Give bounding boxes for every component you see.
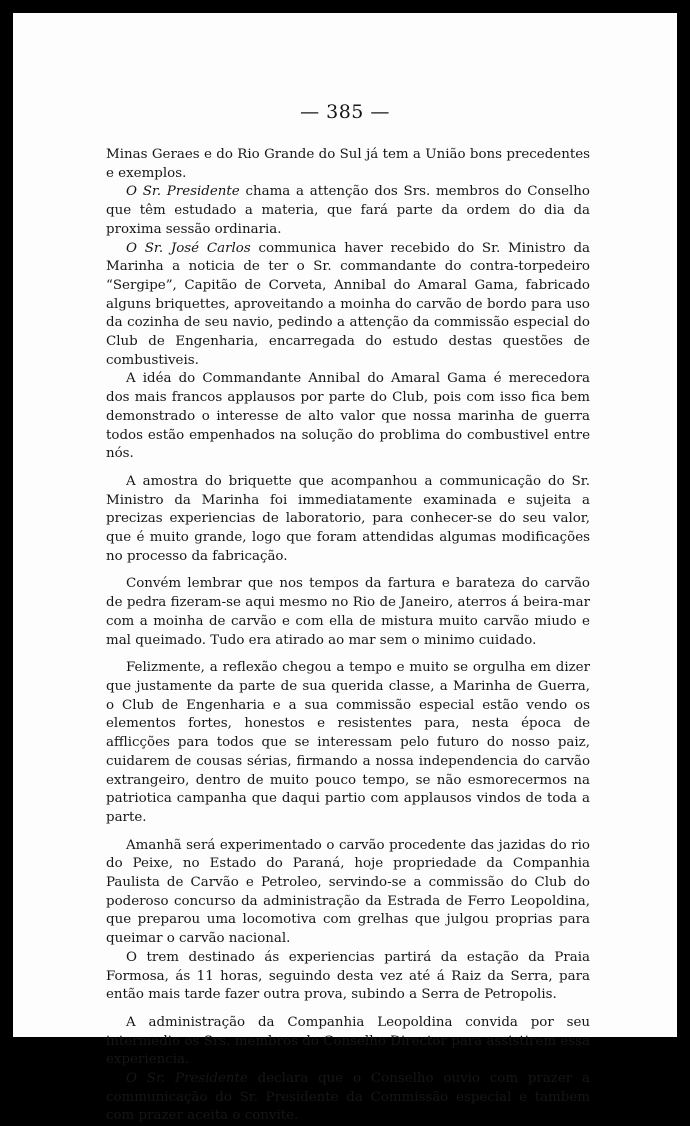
paragraph-11: O Sr. Presidente declara que o Conselho ouvio com prazer a communicação do Sr. Presidente da Commissão especial e tambem com prazer aceita o convite. [106,1071,590,1124]
paragraph-1: Minas Geraes e do Rio Grande do Sul já tem a União bons precedentes e exemplos. [106,147,590,181]
paragraph-6: Convém lembrar que nos tempos da fartura e barateza do carvão de pedra fizeram-se aqui mesmo no Rio de Janeiro, aterros á beira-mar com a moinha de carvão e com ella de mistura muito carvão miudo e mal queimado. Tudo era atirado ao mar sem o minimo cuidado. [106,576,590,648]
paragraph-7: Felizmente, a reflexão chegou a tempo e muito se orgulha em dizer que justamente da parte de sua querida classe, a Marinha de Guerra, o Club de Engenharia e a sua commissão especial estão vendo os elementos fortes, honestos e resistentes para, nesta época de afflicções para todos que se interessam pelo futuro do nosso paiz, cuidarem de cousas sérias, firmando a nossa independencia do carvão extrangeiro, dentro de muito pouco tempo, se não esmorecermos na patriotica campanha que daqui partio com applausos vindos de toda a parte. [106,660,590,825]
document-page [13,13,677,1124]
paragraph-8: Amanhã será experimentado o carvão procedente das jazidas do rio do Peixe, no Estado do Paraná, hoje propriedade da Companhia Paulista de Carvão e Petroleo, servindo-se a commissão do Club do poderoso concurso da administração da Estrada de Ferro Leopoldina, que preparou uma locomotiva com grelhas que julgou proprias para queimar o carvão nacional. [106,837,590,947]
paragraph-5: A amostra do briquette que acompanhou a communicação do Sr. Ministro da Marinha foi immediatamente examinada e sujeita a precizas experiencias de laboratorio, para conhecer-se do seu valor, que é muito grande, logo que foram attendidas algumas modificações no processo da fabricação. [106,473,590,564]
paragraph-9: O trem destinado ás experiencias partirá da estação da Praia Formosa, ás 11 horas, seguindo desta vez até á Raiz da Serra, para então mais tarde fazer outra prova, subindo a Serra de Petropolis. [106,949,590,1003]
paragraph-10: A administração da Companhia Leopoldina convida por seu intermedio os Srs. membros do Conselho Director para assistirem essa experiencia. [106,1014,590,1068]
page-number: — 385 — [300,101,390,123]
speaker-name: O Sr. Presidente [126,1071,248,1087]
paragraph-2: O Sr. Presidente chama a attenção dos Srs. membros do Conselho que têm estudado a materia, que fará parte da ordem do dia da proxima sessão ordinaria. [106,184,590,237]
paragraph-3: O Sr. José Carlos communica haver recebido do Sr. Ministro da Marinha a noticia de ter o Sr. commandante do contra-torpedeiro “Sergipe”, Capitão de Corveta, Annibal do Amaral Gama, fabricado alguns briquettes, aproveitando a moinha do carvão de bordo para uso da cozinha de seu navio, pedindo a attenção da commissão especial do Club de Engenharia, encarregada do estudo destas questões de combustiveis. [106,240,590,368]
speaker-name: O Sr. José Carlos [126,240,251,256]
speaker-name: O Sr. Presidente [126,184,240,200]
body-text [106,146,590,1126]
paragraph-4: A idéa do Commandante Annibal do Amaral Gama é merecedora dos mais francos applausos por parte do Club, pois com isso fica bem demonstrado o interesse de alto valor que nossa marinha de guerra todos estão empenhados na solução do problima do combustivel entre nós. [106,371,590,462]
